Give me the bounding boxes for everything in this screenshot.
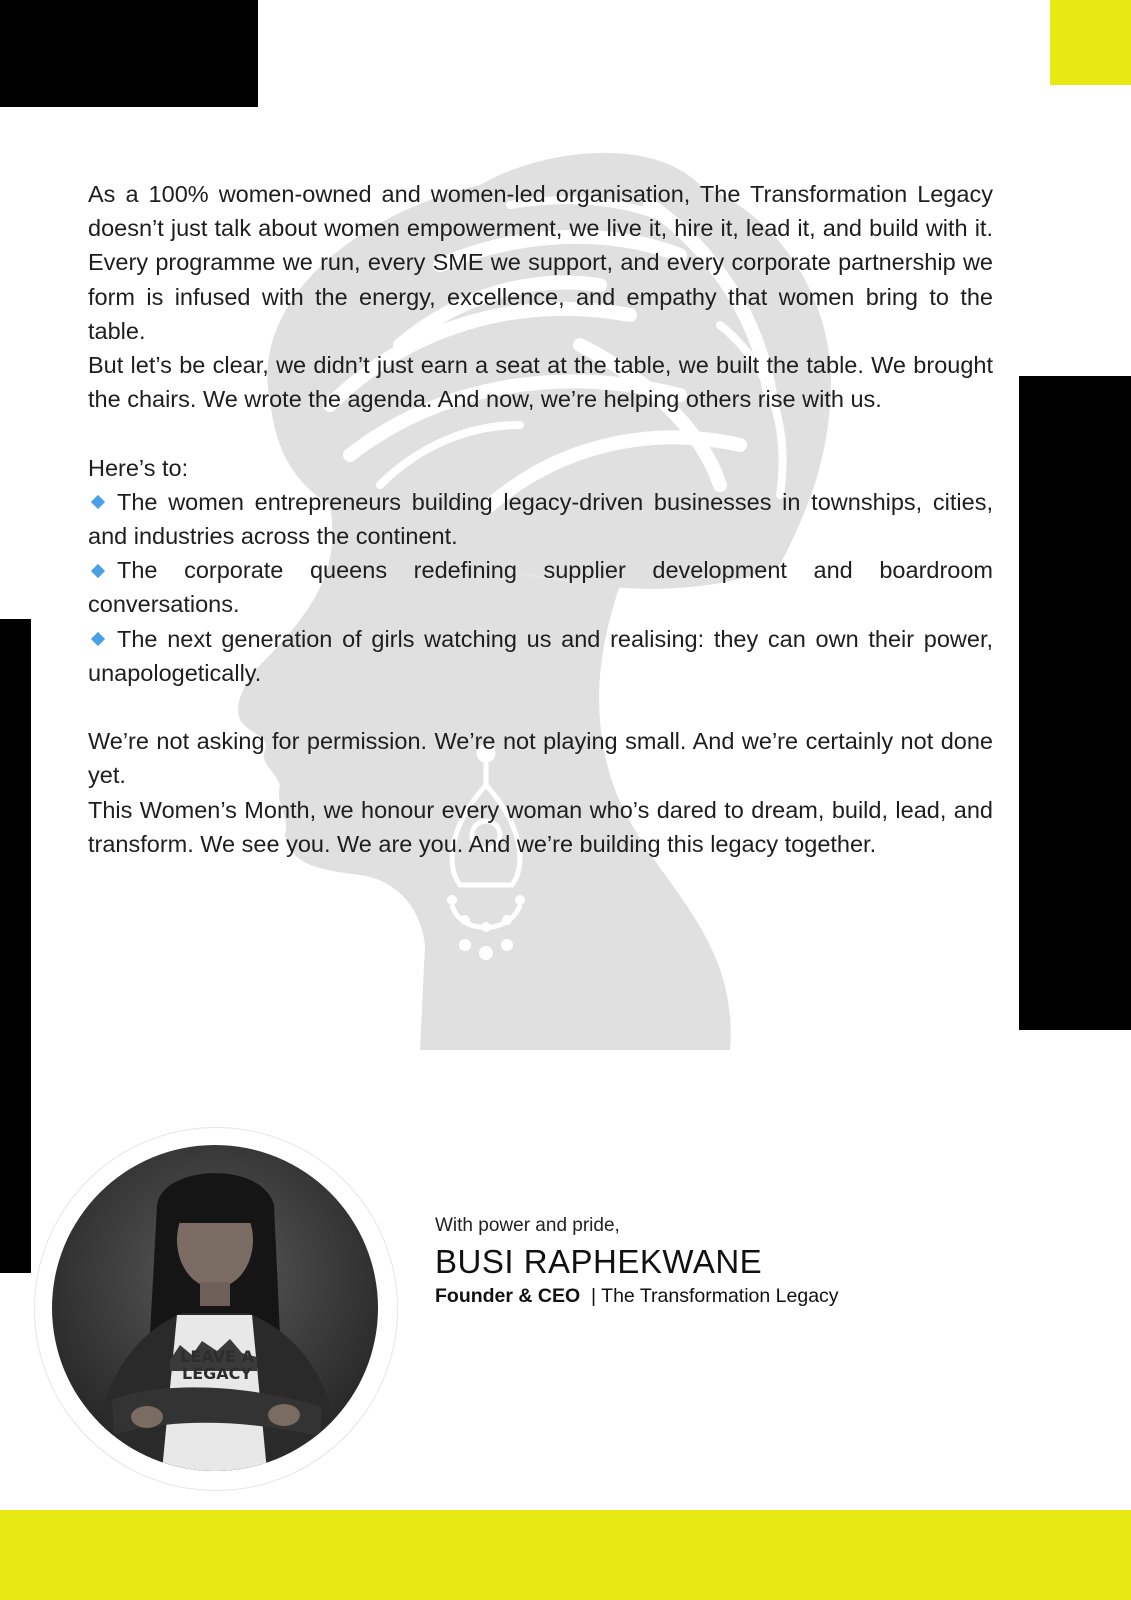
diamond-bullet-icon	[91, 632, 105, 646]
signoff-line: With power and pride,	[435, 1215, 620, 1236]
footer-band-yellow	[0, 1510, 1131, 1600]
corner-block-yellow	[1050, 0, 1131, 85]
shirt-slogan: LEAVE A LEGACY	[180, 1347, 254, 1383]
side-block-right	[1019, 376, 1131, 1030]
bullet-item: The women entrepreneurs building legacy-driven businesses in townships, cities, and industries across the continent.	[88, 488, 993, 550]
bullet-item: The corporate queens redefining supplier development and boardroom conversations.	[88, 557, 993, 618]
diamond-bullet-icon	[91, 563, 105, 577]
corner-block-black	[0, 0, 258, 107]
role-separator: |	[591, 1285, 597, 1307]
sign-off	[435, 1215, 839, 1308]
letter-paragraph: But let’s be clear, we didn’t just earn a seat at the table, we built the table. We brought the chairs. We wrote the agenda. And now, we’re helping others rise with us.	[88, 352, 993, 413]
organisation-name: The Transformation Legacy	[601, 1285, 839, 1307]
letter-paragraph: This Women’s Month, we honour every woman who’s dared to dream, build, lead, and transform. We see you. We are you. And we’re building this legacy together.	[88, 796, 993, 857]
toast-intro: Here’s to:	[88, 454, 189, 481]
diamond-bullet-icon	[91, 495, 105, 509]
signatory-role	[435, 1285, 839, 1308]
signatory-title: Founder & CEO	[435, 1285, 581, 1307]
letter-body	[88, 177, 993, 861]
bullet-item: The next generation of girls watching us and realising: they can own their power, unapologetically.	[88, 625, 993, 686]
letter-paragraph: We’re not asking for permission. We’re not playing small. And we’re certainly not done yet.	[88, 728, 993, 789]
letter-paragraph: As a 100% women-owned and women-led organisation, The Transformation Legacy doesn’t just talk about women empowerment, we live it, hire it, lead it, and build with it. Every programme we run, every SME we support, and every corporate partnership we form is infused with the energy, excellence, and empathy that women bring to the table.	[88, 181, 993, 344]
signatory-name: BUSI RAPHEKWANE	[435, 1243, 763, 1280]
founder-portrait	[52, 1145, 378, 1471]
side-block-left	[0, 619, 31, 1273]
